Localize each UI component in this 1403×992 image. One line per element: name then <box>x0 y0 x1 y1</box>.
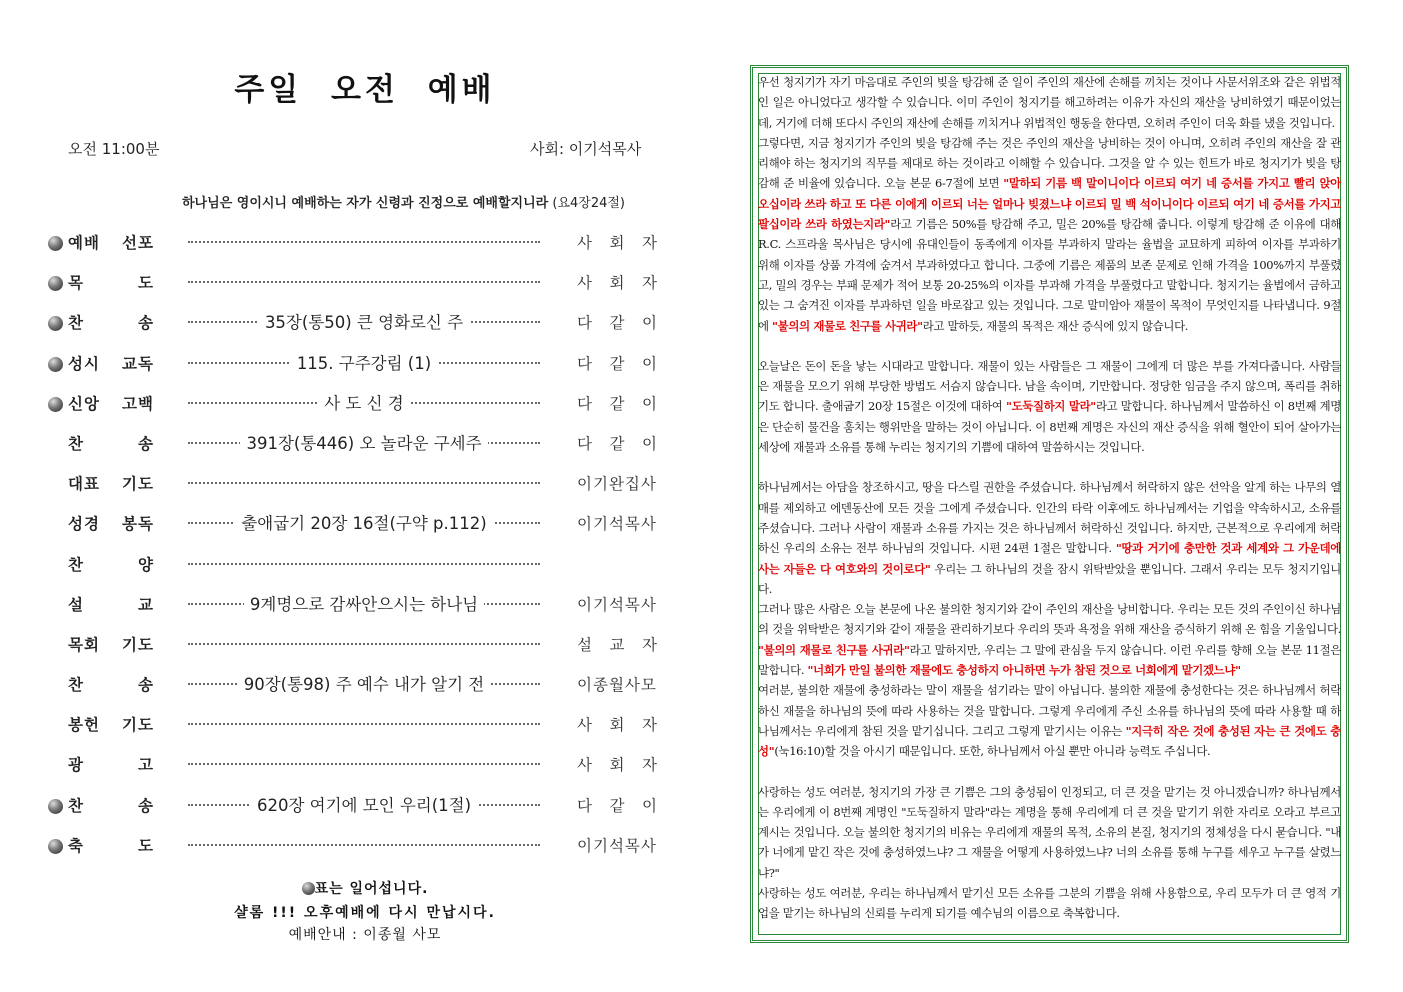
role-char: 사 <box>577 756 592 775</box>
sermon-paragraph <box>758 883 1341 924</box>
scripture-quote: "도둑질하지 말라" <box>1005 399 1096 414</box>
role-char: 같 <box>609 394 625 413</box>
order-item-name <box>68 794 154 816</box>
order-name-part: 고백 <box>122 394 154 413</box>
scripture-quote: "말하되 기름 백 말이니이다 이르되 여기 네 증서를 가지고 빨리 앉아 오십이라 쓰라 하고 또 다른 이에게 이르되 너는 얼마나 빚졌느냐 이르되 밀 백 석이니이다 이르되 여기 네 증서를 가지고 팔십이라 쓰라 하였는지라" <box>758 176 1341 232</box>
paragraph-gap <box>758 762 1341 782</box>
role-char: 사 <box>577 716 592 735</box>
order-name-part: 찬 <box>68 314 84 333</box>
sermon-text-run: 그러나 많은 사람은 오늘 본문에 나온 불의한 청지기와 같이 주인의 재산을 낭비합니다. 우리는 모든 것의 주인이신 하나님의 것을 위탁받은 청지기와 같이 재물을 관리하기보다 우리의 뜻과 욕정을 위해 재산을 증식하기 위해 온 힘을 기울입니다. <box>758 602 1341 637</box>
order-item-name <box>68 311 154 333</box>
order-name-part: 대표 <box>68 475 100 494</box>
order-item-name <box>68 834 154 856</box>
order-responsible <box>577 271 657 293</box>
order-item-name <box>68 633 154 655</box>
role-char: 같 <box>609 354 625 373</box>
scripture-quote: "불의의 재물로 친구를 사귀라" <box>772 318 923 333</box>
order-row <box>40 788 690 828</box>
order-responsible <box>577 392 657 414</box>
page-title: 주일 오전 예배 <box>234 72 496 108</box>
sermon-paragraph <box>758 72 1341 133</box>
sermon-paragraph <box>758 599 1341 680</box>
sermon-text <box>758 72 1341 924</box>
order-row <box>40 225 690 265</box>
scripture-quote: "땅과 거기에 충만한 것과 세계와 그 가운데에 사는 자들은 다 여호와의 것이로다" <box>758 541 1341 576</box>
theme-verse <box>182 192 625 211</box>
order-content <box>188 591 540 615</box>
order-name-part: 목회 <box>68 635 100 654</box>
order-name-part: 예배 <box>68 234 100 252</box>
sermon-paragraph <box>758 680 1341 761</box>
order-responsible <box>577 633 657 655</box>
order-name-part: 목 <box>68 274 84 293</box>
stand-bullet-icon <box>48 799 63 814</box>
order-name-part: 찬 <box>68 796 84 815</box>
order-content-text: 출애굽기 20장 16절(구약 p.112) <box>235 514 492 533</box>
sermon-text-run: 우리는 그 하나님의 것을 잠시 위탁받았을 뿐입니다. 그래서 우리는 모두 청지기입니다. <box>758 561 1342 596</box>
order-row <box>40 547 690 587</box>
stand-bullet-icon <box>48 397 63 412</box>
order-content-text: 620장 여기에 모인 우리(1절) <box>251 796 477 815</box>
order-name-part: 송 <box>138 314 154 333</box>
stand-bullet-icon <box>48 276 63 291</box>
role-char: 다 <box>577 314 592 333</box>
dot-leader <box>188 241 540 243</box>
role-char: 다 <box>577 434 592 453</box>
stand-bullet-icon <box>48 236 63 251</box>
dot-leader <box>188 643 540 645</box>
order-item-name <box>68 472 154 494</box>
order-content-text: 115. 구주강림 (1) <box>291 354 437 373</box>
order-responsible <box>577 753 657 775</box>
paragraph-gap <box>758 336 1341 356</box>
sermon-text-run: 여러분, 불의한 재물에 충성하라는 말이 재물을 섬기라는 말이 아닙니다. 불의한 재물에 충성한다는 것은 하나님께서 허락하신 재물을 하나님의 뜻에 따라 사용하는 것을 말합니다. 그렇게 우리에게 주신 소유를 하나님의 뜻에 따라 사용할 때 하나님께서는 우리에게 참된 것을 맡기십니다. 그리고 그렇게 맡기시는 이유는 <box>758 683 1341 738</box>
role-char: 같 <box>609 796 625 815</box>
stand-bullet-icon <box>48 357 63 372</box>
order-responsible <box>577 231 657 253</box>
role-char: 다 <box>577 394 592 413</box>
sermon-text-run: 하나님께서는 아담을 창조하시고, 땅을 다스릴 권한을 주셨습니다. 하나님께서 허락하지 않은 선악을 알게 하는 나무의 열매를 제외하고 에덴동산에 모든 것을 그에게 주셨습니다. 인간의 타락 이후에도 하나님께서는 기업을 약속하시고, 소유를 주셨습니다. 그러나 사람이 재물과 소유를 가지는 것은 하나님께서 허락하신 것입니다. 하지만, 근본적으로 우리에게 허락하신 우리의 소유는 전부 하나님의 것입니다. 시편 24편 1절은 말합니다. <box>758 480 1341 556</box>
order-name-part: 찬 <box>68 676 84 695</box>
sermon-paragraph <box>758 133 1341 336</box>
role-char: 이 <box>642 434 657 453</box>
order-row <box>40 466 690 506</box>
order-content <box>188 350 540 374</box>
order-content <box>188 510 540 534</box>
order-responsible: 이기석목사 <box>577 595 657 614</box>
scripture-quote: "지극히 작은 것에 충성된 자는 큰 것에도 충성" <box>758 723 1341 759</box>
order-responsible <box>577 794 657 816</box>
order-name-part: 성경 <box>68 515 100 534</box>
order-name-part: 신앙 <box>68 394 100 413</box>
order-item-name <box>68 553 154 575</box>
paragraph-gap <box>758 457 1341 477</box>
order-row <box>40 587 690 627</box>
order-name-part: 찬 <box>68 434 84 453</box>
order-content <box>188 390 540 414</box>
stand-bullet-icon <box>48 316 63 331</box>
dot-leader <box>188 563 540 565</box>
sermon-text-run: 라고 말하지만, 우리는 그 말에 관심을 두지 않습니다. 이런 우리를 향해 오늘 본문 11절은 말합니다. <box>758 642 1341 678</box>
order-name-part: 고 <box>138 756 154 775</box>
order-content-text: 35장(통50) 큰 영화로신 주 <box>259 313 469 332</box>
order-item-name <box>68 512 154 534</box>
order-name-part: 성시 <box>68 354 100 373</box>
order-responsible: 이기석목사 <box>577 515 657 534</box>
order-item-name <box>68 673 154 695</box>
order-row <box>40 667 690 707</box>
sermon-text-run: 라고 기름은 50%를 탕감해 주고, 밀은 20%를 탕감해 줍니다. 이렇게 탕감해 준 이유에 대해 R.C. 스프라울 목사님은 당시에 유대인들이 동족에게 이자를 부과하지 말라는 율법을 교묘하게 피하여 이자를 부과하기 위해 이자를 상품 가격에 숨겨서 부과하였다고 합니다. 그중에 기름은 제품의 보존 문제로 인해 가격을 100%까지 부풀렸고, 밀의 경우는 부패 문제가 적어 보통 20-25%의 이자를 부과해 가격을 부풀렸다고 말합니다. 청지기는 율법에서 금하고 있는 그 숨겨진 이자를 부과하던 일을 바로잡고 있는 것입니다. 그로 말미암아 재물이 목적이 무엇인지를 나타냅니다. 9절에 <box>758 217 1341 333</box>
order-name-part: 교 <box>138 595 154 614</box>
sermon-text-run: 우선 청지기가 자기 마음대로 주인의 빚을 탕감해 준 일이 주인의 재산에 손해를 끼치는 것이나 사문서위조와 같은 위법적인 일은 아니었다고 생각할 수 있습니다. 이미 주인이 청지기를 해고하려는 이유가 자신의 재산을 낭비하였기 때문이었는데, 거기에 더해 또다시 주인의 재산에 손해를 끼치거나 위법적인 행동을 한다면, 오히려 주인이 더욱 화를 냈을 것입니다. <box>758 75 1341 130</box>
sermon-panel <box>750 65 1349 943</box>
role-char: 같 <box>609 314 625 333</box>
order-item-name <box>68 753 154 775</box>
sermon-text-run: 라고 말합니다. 하나님께서 말씀하신 이 8번째 계명은 단순히 물건을 훔치는 행위만을 말하는 것이 아닙니다. 이 8번째 계명은 자신의 재산 증식을 위해 혈안이 되어 살아가는 세상에 재물과 소유를 통해 누리는 청지기의 기쁨에 대하여 말씀하시는 것입니다. <box>758 399 1342 455</box>
role-char: 사 <box>577 234 592 252</box>
order-content-text: 9계명으로 감싸안으시는 하나님 <box>244 595 484 614</box>
order-responsible: 이기완집사 <box>577 475 657 494</box>
role-char: 자 <box>642 274 657 293</box>
order-content <box>188 671 540 695</box>
order-responsible <box>577 311 657 333</box>
order-name-part: 축 <box>68 836 84 855</box>
bulletin-notes <box>40 878 690 944</box>
role-char: 이 <box>642 796 657 815</box>
sermon-text-run: 라고 말하듯, 재물의 목적은 재산 증식에 있지 않습니다. <box>922 318 1189 333</box>
dot-leader <box>188 281 540 283</box>
role-char: 자 <box>642 756 657 775</box>
order-row <box>40 426 690 466</box>
order-name-part: 광 <box>68 756 84 775</box>
order-content <box>188 430 540 454</box>
order-name-part: 선포 <box>122 234 154 252</box>
order-name-part: 기도 <box>122 475 154 494</box>
order-name-part: 송 <box>138 676 154 695</box>
sermon-text-run: 그렇다면, 지금 청지기가 주인의 빚을 탕감해 주는 것은 주인의 재산을 낭비하는 것이 아니며, 오히려 주인의 재산을 잘 관리해야 하는 청지기의 직무를 제대로 하는 것이라고 이해할 수 있습니다. 그것을 알 수 있는 힌트가 바로 청지기가 빚을 탕감해 준 비율에 있습니다. 오늘 본문 6-7절에 보면 <box>758 135 1341 191</box>
standing-note: 표는 일어섭니다. <box>314 881 429 897</box>
standing-bullet-icon <box>302 882 315 895</box>
order-item-name <box>68 231 154 253</box>
service-time: 오전 11:00분 <box>68 140 160 158</box>
order-item-name <box>68 392 154 414</box>
order-responsible <box>577 432 657 454</box>
order-responsible <box>577 352 657 374</box>
order-content-text: 사 도 신 경 <box>318 394 410 413</box>
bulletin-order-page <box>40 60 690 960</box>
shalom-note: 샬롬 !!! 오후예배에 다시 만납시다. <box>234 905 496 921</box>
worship-order-list <box>40 225 690 868</box>
order-name-part: 설 <box>68 595 84 614</box>
order-item-name <box>68 593 154 615</box>
stand-bullet-icon <box>48 839 63 854</box>
dot-leader <box>188 723 540 725</box>
role-char: 자 <box>642 234 657 252</box>
role-char: 교 <box>609 635 625 654</box>
order-name-part: 송 <box>138 796 154 815</box>
sermon-text-run: 사랑하는 성도 여러분, 우리는 하나님께서 맡기신 모든 소유를 그분의 기쁨을 위해 사용함으로, 우리 모두가 더 큰 영적 기업을 맡기는 하나님의 신뢰를 누리게 되기를 예수님의 이름으로 축복합니다. <box>758 885 1341 921</box>
role-char: 이 <box>642 314 657 333</box>
order-item-name <box>68 271 154 293</box>
sermon-paragraph <box>758 356 1341 457</box>
order-name-part: 도 <box>138 836 154 855</box>
role-char: 이 <box>642 354 657 373</box>
scripture-quote: "불의의 재물로 친구를 사귀라" <box>758 642 910 657</box>
order-name-part: 봉독 <box>122 515 154 534</box>
order-row <box>40 265 690 305</box>
order-responsible: 이종월사모 <box>577 676 657 695</box>
order-row <box>40 707 690 747</box>
role-char: 이 <box>642 394 657 413</box>
order-responsible <box>577 713 657 735</box>
sermon-paragraph <box>758 477 1341 599</box>
order-row <box>40 346 690 386</box>
dot-leader <box>188 844 540 846</box>
order-row <box>40 386 690 426</box>
order-responsible: 이기석목사 <box>577 836 657 855</box>
order-name-part: 기도 <box>122 716 154 735</box>
role-char: 회 <box>609 274 625 293</box>
dot-leader <box>188 763 540 765</box>
order-row <box>40 305 690 345</box>
order-content-text: 90장(통98) 주 예수 내가 알기 전 <box>238 675 490 694</box>
order-name-part: 도 <box>138 274 154 293</box>
service-leader: 사회: 이기석목사 <box>530 140 642 158</box>
order-content <box>188 309 540 333</box>
role-char: 다 <box>577 354 592 373</box>
scripture-quote: "너희가 만일 불의한 재물에도 충성하지 아니하면 누가 참된 것으로 너희에게 맡기겠느냐" <box>807 663 1241 678</box>
role-char: 회 <box>609 716 625 735</box>
role-char: 자 <box>642 635 657 654</box>
order-name-part: 봉헌 <box>68 716 100 735</box>
dot-leader <box>188 482 540 484</box>
role-char: 회 <box>609 234 625 252</box>
order-item-name <box>68 352 154 374</box>
sermon-text-run: 사랑하는 성도 여러분, 청지기의 가장 큰 기쁨은 그의 충성됨이 인정되고, 더 큰 것을 맡기는 것 아니겠습니까? 하나님께서는 우리에게 이 8번째 계명인 "도둑질하지 말라"라는 계명을 통해 우리에게 더 큰 것을 맡기기 위한 자리로 오라고 부르고 계시는 것입니다. 오늘 불의한 청지기의 비유는 우리에게 재물의 목적, 소유의 본질, 청지기의 정체성을 다시 묻습니다. "내가 너에게 맡긴 작은 것에 충성하였느냐? 그 재물을 어떻게 사용하였느냐? 너의 소유를 통해 누구를 세우고 누구를 살렸느냐?" <box>758 784 1341 880</box>
order-name-part: 찬 <box>68 555 84 574</box>
verse-text: 하나님은 영이시니 예배하는 자가 신령과 진정으로 예배할지니라 <box>182 196 549 211</box>
order-name-part: 양 <box>138 555 154 574</box>
role-char: 다 <box>577 796 592 815</box>
verse-ref: (요4장24절) <box>548 196 625 211</box>
order-name-part: 교독 <box>122 354 154 373</box>
role-char: 자 <box>642 716 657 735</box>
order-row <box>40 506 690 546</box>
guide-note: 예배안내 : 이종월 사모 <box>288 927 442 943</box>
role-char: 사 <box>577 274 592 293</box>
order-name-part: 기도 <box>122 635 154 654</box>
order-item-name <box>68 713 154 735</box>
order-name-part: 송 <box>138 434 154 453</box>
sermon-paragraph <box>758 782 1341 883</box>
role-char: 같 <box>609 434 625 453</box>
order-content <box>188 792 540 816</box>
order-item-name <box>68 432 154 454</box>
sermon-text-run: (눅16:10)할 것을 아시기 때문입니다. 또한, 하나님께서 아실 뿐만 아니라 능력도 주십니다. <box>774 744 1211 759</box>
role-char: 회 <box>609 756 625 775</box>
order-row <box>40 627 690 667</box>
order-row <box>40 828 690 868</box>
order-row <box>40 747 690 787</box>
sermon-text-run: 오늘날은 돈이 돈을 낳는 시대라고 말합니다. 재물이 있는 사람들은 그 재물이 그에게 더 많은 부를 가져다줍니다. 사람들은 재물을 모으기 위해 부당한 방법도 서슴지 않습니다. 남을 속이며, 기만합니다. 정당한 임금을 주지 않으며, 폭리를 취하기도 합니다. 출애굽기 20장 15절은 이것에 대하여 <box>758 358 1341 414</box>
order-content-text: 391장(통446) 오 놀라운 구세주 <box>240 434 487 453</box>
role-char: 설 <box>577 635 592 654</box>
